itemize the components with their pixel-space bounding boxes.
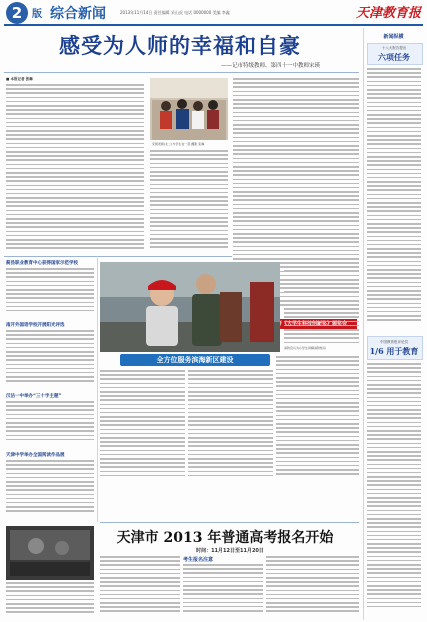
bottom-kicker: 考生报名注意 <box>183 557 214 563</box>
sidebar-box2-big: 1/6 用于教育 <box>369 346 419 356</box>
middle-body-col2 <box>188 370 273 482</box>
bottom-body-col2 <box>183 564 263 618</box>
page-number: 2 <box>6 2 28 24</box>
page-header <box>4 2 423 26</box>
divider <box>4 72 359 73</box>
middle-body-col1 <box>100 370 185 482</box>
section-label: 版 <box>32 9 42 20</box>
brief-title-3: 汉沽一中举办“三十字主题” <box>6 394 62 399</box>
brief-title-4: 天津中学举办全国阅读作品展 <box>6 453 65 458</box>
middle-photo <box>100 262 280 352</box>
bottom-subtitle: 时间：11月12日至11月20日 <box>196 548 264 554</box>
middle-photo-text <box>284 262 359 352</box>
lead-body-col2 <box>150 150 228 252</box>
lead-byline: ■ 本报记者 张琳 <box>6 77 33 81</box>
middle-photo-caption: 消防官兵为小学生讲解消防知识 <box>284 346 327 350</box>
masthead: 天津教育报 <box>355 6 421 21</box>
sidebar-body-2 <box>367 363 421 618</box>
column-divider <box>97 258 98 522</box>
lead-body-col1 <box>6 84 144 252</box>
brief-title-1: 蓟县职业教育中心获得国家示范学校 <box>6 261 78 266</box>
lead-headline: 感受为人师的幸福和自豪 <box>59 33 301 58</box>
brief-title-2: 南开外国语学校开展阳光评选 <box>6 323 65 328</box>
sidebar-box2-small: 中国教育报评论员 <box>380 340 408 344</box>
middle-body-col3 <box>276 356 359 482</box>
brief-body-1 <box>6 268 94 318</box>
lead-photo <box>150 78 228 140</box>
bottom-body-col3 <box>266 556 359 618</box>
middle-banner: 全方位服务滨海新区建设 <box>120 354 270 366</box>
bottom-left-text <box>6 582 94 618</box>
sidebar-box1-small: 十八大报告提出 <box>381 46 407 50</box>
sidebar-box1-big: 六项任务 <box>378 52 410 62</box>
brief-body-3 <box>6 401 94 447</box>
bottom-left-photo <box>6 526 94 580</box>
divider <box>100 522 359 523</box>
bottom-body-col1 <box>100 556 180 618</box>
lead-subtitle: ——记市特级教师、第四十一中教师宋瑛 <box>220 63 320 69</box>
sidebar-label: 新闻纵横 <box>383 34 404 40</box>
divider <box>4 256 232 257</box>
bottom-headline: 天津市 2013 年普通高考报名开始 <box>116 530 334 546</box>
section-name: 综合新闻 <box>50 6 106 22</box>
issue-meta: 2013年11月14日 责任编辑 采山虎 电话 0000000 美编 李鑫 <box>120 10 230 15</box>
sidebar-body-1 <box>367 68 421 330</box>
brief-body-2 <box>6 330 94 388</box>
lead-photo-caption: 宋瑛老师(左二)与学生在一起 摄影 张琳 <box>152 142 205 146</box>
brief-body-4 <box>6 460 94 520</box>
